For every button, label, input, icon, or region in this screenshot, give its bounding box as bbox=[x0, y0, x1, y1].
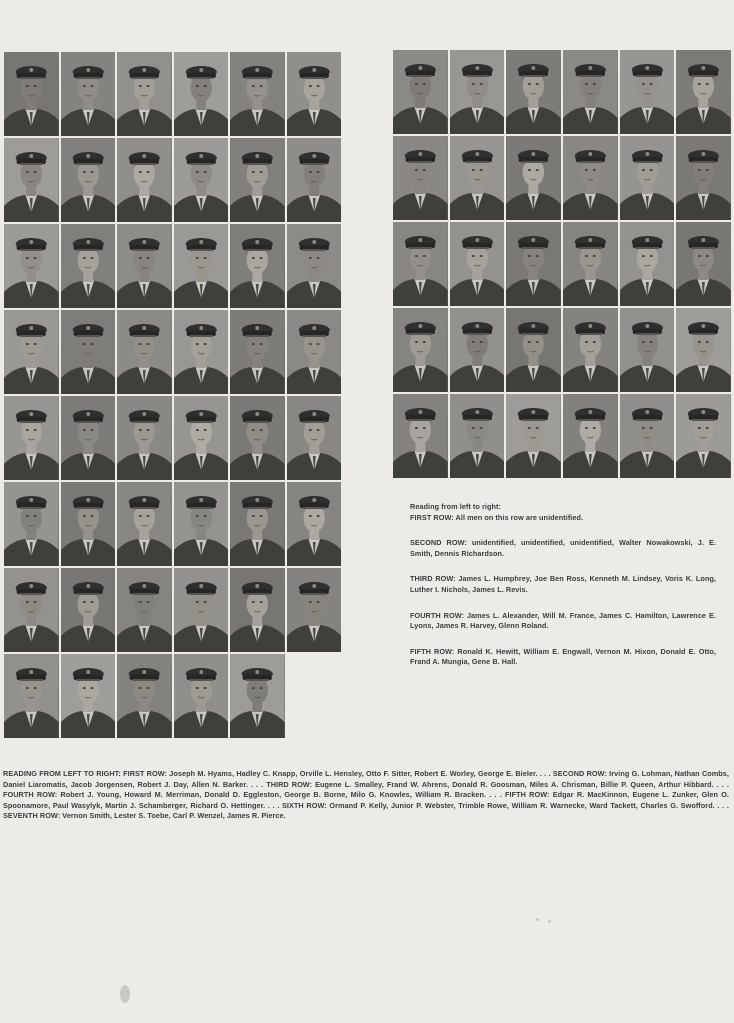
portrait-photo bbox=[61, 396, 116, 480]
portrait-photo bbox=[230, 396, 285, 480]
portrait-photo bbox=[4, 654, 59, 738]
portrait-photo bbox=[450, 136, 505, 220]
portrait-photo bbox=[393, 222, 448, 306]
right-caption bbox=[410, 502, 716, 683]
portrait-photo bbox=[450, 308, 505, 392]
portrait-photo bbox=[61, 310, 116, 394]
portrait-photo bbox=[4, 482, 59, 566]
portrait-photo bbox=[287, 396, 342, 480]
portrait-photo bbox=[61, 568, 116, 652]
portrait-photo bbox=[563, 308, 618, 392]
portrait-photo bbox=[287, 310, 342, 394]
portrait-photo bbox=[676, 136, 731, 220]
portrait-photo bbox=[4, 224, 59, 308]
portrait-photo bbox=[563, 136, 618, 220]
portrait-photo bbox=[174, 52, 229, 136]
portrait-photo bbox=[230, 52, 285, 136]
caption-third-row: THIRD ROW: James L. Humphrey, Joe Ben Ross, Kenneth M. Lindsey, Voris K. Long, Luther I. Nichols, James L. Revis. bbox=[410, 574, 716, 594]
portrait-photo bbox=[676, 222, 731, 306]
portrait-photo bbox=[230, 568, 285, 652]
portrait-photo bbox=[676, 308, 731, 392]
portrait-photo bbox=[61, 52, 116, 136]
portrait-photo bbox=[4, 138, 59, 222]
right-photo-grid bbox=[393, 50, 731, 478]
portrait-photo bbox=[61, 482, 116, 566]
paper-speck bbox=[120, 985, 130, 1003]
portrait-photo bbox=[620, 222, 675, 306]
portrait-photo bbox=[676, 50, 731, 134]
portrait-photo bbox=[287, 52, 342, 136]
paper-speck bbox=[548, 920, 551, 923]
portrait-photo bbox=[563, 394, 618, 478]
caption-first-row: FIRST ROW: All men on this row are unidentified. bbox=[410, 512, 584, 522]
portrait-photo bbox=[4, 310, 59, 394]
portrait-photo bbox=[506, 308, 561, 392]
portrait-photo bbox=[117, 568, 172, 652]
portrait-photo bbox=[393, 50, 448, 134]
portrait-photo bbox=[450, 222, 505, 306]
portrait-photo bbox=[506, 50, 561, 134]
portrait-photo bbox=[174, 138, 229, 222]
portrait-photo bbox=[174, 568, 229, 652]
portrait-photo bbox=[506, 394, 561, 478]
portrait-photo bbox=[117, 396, 172, 480]
portrait-photo bbox=[230, 482, 285, 566]
portrait-photo bbox=[676, 394, 731, 478]
left-photo-grid bbox=[4, 52, 341, 738]
portrait-photo bbox=[393, 394, 448, 478]
portrait-photo bbox=[117, 52, 172, 136]
portrait-photo bbox=[174, 654, 229, 738]
portrait-photo bbox=[117, 310, 172, 394]
portrait-photo bbox=[4, 52, 59, 136]
portrait-photo bbox=[174, 482, 229, 566]
portrait-photo bbox=[563, 222, 618, 306]
portrait-photo bbox=[393, 136, 448, 220]
portrait-photo bbox=[287, 482, 342, 566]
portrait-photo bbox=[450, 394, 505, 478]
portrait-photo bbox=[287, 224, 342, 308]
portrait-photo bbox=[61, 138, 116, 222]
portrait-photo bbox=[174, 396, 229, 480]
portrait-photo bbox=[287, 138, 342, 222]
portrait-photo bbox=[506, 222, 561, 306]
portrait-photo bbox=[174, 224, 229, 308]
portrait-photo bbox=[4, 568, 59, 652]
portrait-photo bbox=[450, 50, 505, 134]
empty-cell bbox=[287, 654, 342, 738]
portrait-photo bbox=[230, 224, 285, 308]
portrait-photo bbox=[117, 138, 172, 222]
portrait-photo bbox=[287, 568, 342, 652]
portrait-photo bbox=[174, 310, 229, 394]
caption-fifth-row: FIFTH ROW: Ronald K. Hewitt, William E. Engwall, Vernon M. Hixon, Donald E. Otto, Frand A. Mungia, Gene B. Hall. bbox=[410, 646, 716, 667]
caption-second-row: SECOND ROW: unidentified, unidentified, unidentified, Walter Nowakowski, J. E. Smith, Dennis Richardson. bbox=[410, 538, 716, 558]
portrait-photo bbox=[230, 138, 285, 222]
portrait-photo bbox=[117, 482, 172, 566]
portrait-photo bbox=[620, 136, 675, 220]
portrait-photo bbox=[620, 308, 675, 392]
portrait-photo bbox=[230, 654, 285, 738]
caption-intro: Reading from left to right: bbox=[410, 502, 501, 511]
portrait-photo bbox=[4, 396, 59, 480]
portrait-photo bbox=[230, 310, 285, 394]
portrait-photo bbox=[506, 136, 561, 220]
portrait-photo bbox=[620, 394, 675, 478]
portrait-photo bbox=[61, 224, 116, 308]
portrait-photo bbox=[563, 50, 618, 134]
portrait-photo bbox=[393, 308, 448, 392]
portrait-photo bbox=[117, 654, 172, 738]
portrait-photo bbox=[61, 654, 116, 738]
left-caption: READING FROM LEFT TO RIGHT: FIRST ROW: Joseph M. Hyams, Hadley C. Knapp, Orville L. Hensley, Otto F. Sitter, Robert E. Worley, George E. Bieler. . . . SECOND ROW: Irving G. Lohman, Nathan Combs, Daniel Liaromatis, Jacob Jorgensen, Robert J. Day, Allen N. Barker. . . . THIRD ROW: Eugene L. Smalley, Frand W. Ahrens, Donald R. Goosman, Miles A. Chrisman, Billie P. Queen, Arthur Hibbard. . . . FOURTH ROW: Robert J. Young, Howard M. Merriman, Donald D. Eggleston, George B. Borne, Milo G. Knowles, William R. Bracken. . . . FIFTH ROW: Edgar R. MacKinnon, Eugene L. Zunker, Glen O. Spoonamore, Paul Wasylyk, Martin J. Schamberger, Richard O. Hettinger. . . . SIXTH ROW: Ormand P. Kelly, Junior P. Webster, Trimble Rowe, William R. Warnecke, Ward Tackett, Charles G. Swofford. . . . SEVENTH ROW: Vernon Smith, Lester S. Toebe, Carl P. Wenzel, James R. Pierce. bbox=[3, 769, 729, 821]
caption-fourth-row: FOURTH ROW: James L. Alexander, Will M. France, James C. Hamilton, Lawrence E. Lyons, James R. Harvey, Glenn Roland. bbox=[410, 610, 716, 631]
portrait-photo bbox=[620, 50, 675, 134]
portrait-photo bbox=[117, 224, 172, 308]
paper-speck bbox=[536, 918, 539, 921]
